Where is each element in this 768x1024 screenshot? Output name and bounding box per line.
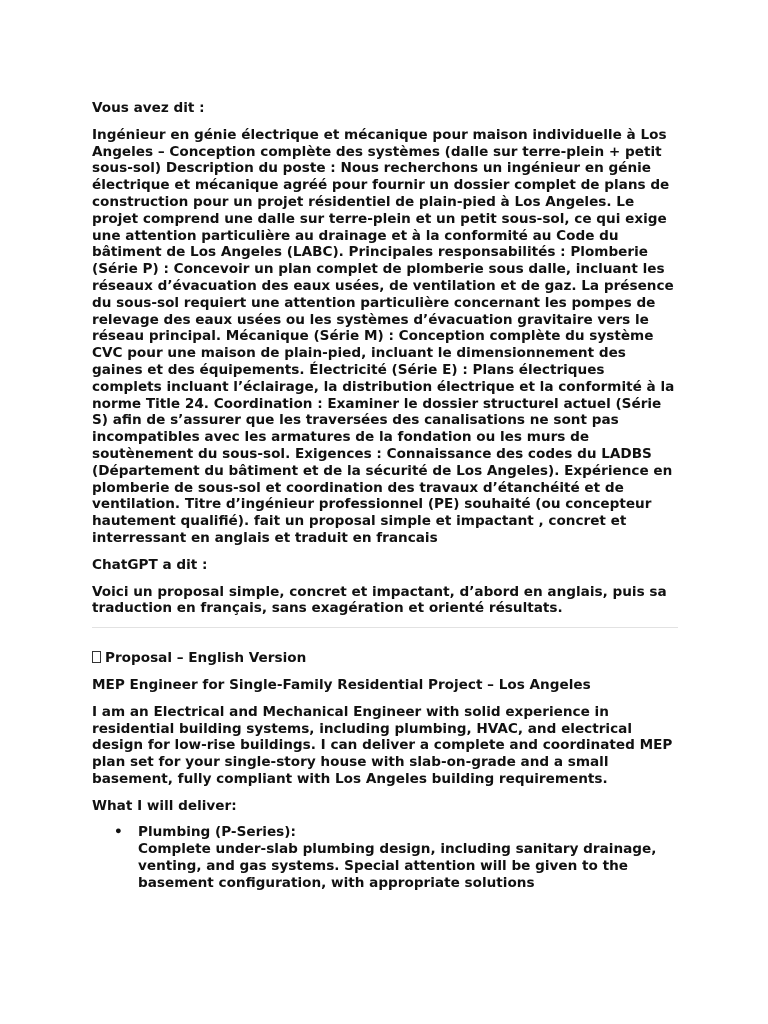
proposal-heading-text: Proposal – English Version — [105, 650, 307, 667]
bullet-marker: • — [114, 824, 123, 841]
missing-glyph-box-icon — [92, 651, 101, 663]
proposal-heading — [92, 650, 678, 667]
deliver-label: What I will deliver: — [92, 797, 237, 814]
assistant-label: ChatGPT a dit : — [92, 556, 208, 573]
document-page — [92, 100, 678, 892]
list-item — [92, 824, 678, 891]
deliverable-text: Complete under-slab plumbing design, including sanitary drainage, venting, and gas systems. Special attention will be given to the basement configuration, with appropriate solutions — [138, 841, 657, 891]
assistant-intro: Voici un proposal simple, concret et impactant, d’abord en anglais, puis sa traduction en français, sans exagération et orienté résultats. — [92, 583, 667, 617]
user-label: Vous avez dit : — [92, 100, 205, 116]
proposal-title: MEP Engineer for Single-Family Residential Project – Los Angeles — [92, 676, 591, 693]
deliverables-list — [92, 824, 678, 891]
section-divider — [92, 627, 678, 628]
user-message: Ingénieur en génie électrique et mécanique pour maison individuelle à Los Angeles – Conception complète des systèmes (dalle sur terre-plein + petit sous-sol) Description du poste : Nous recherchons un ingénieur en génie électrique et mécanique agréé pour fournir un dossier complet de plans de construction pour un projet résidentiel de plain-pied à Los Angeles. Le projet comprend une dalle sur terre-plein et un petit sous-sol, ce qui exige une attention particulière au drainage et à la conformité au Code du bâtiment de Los Angeles (LABC). Principales responsabilités : Plomberie (Série P) : Concevoir un plan complet de plomberie sous dalle, incluant les réseaux d’évacuation des eaux usées, de ventilation et de gaz. La présence du sous-sol requiert une attention particulière concernant les pompes de relevage des eaux usées ou les systèmes d’évacuation gravitaire vers le réseau principal. Mécanique (Série M) : Conception complète du système CVC pour une maison de plain-pied, incluant le dimensionnement des gaines et des équipements. Électricité (Série E) : Plans électriques complets incluant l’éclairage, la distribution électrique et la conformité à la norme Title 24. Coordination : Examiner le dossier structurel actuel (Série S) afin de s’assurer que les traversées des canalisations ne sont pas incompatibles avec les armatures de la fondation ou les murs de soutènement du sous-sol. Exigences : Connaissance des codes du LADBS (Département du bâtiment et de la sécurité de Los Angeles). Expérience en plomberie de sous-sol et coordination des travaux d’étanchéité et de ventilation. Titre d’ingénieur professionnel (PE) souhaité (ou concepteur hautement qualifié). fait un proposal simple et impactant , concret et interressant en anglais et traduit en francais — [92, 126, 675, 546]
proposal-intro: I am an Electrical and Mechanical Engineer with solid experience in residential building systems, including plumbing, HVAC, and electrical design for low-rise buildings. I can deliver a complete and coordinated MEP plan set for your single-story house with slab-on-grade and a small basement, fully compliant with Los Angeles building requirements. — [92, 703, 673, 787]
deliverable-title: Plumbing (P-Series): — [138, 824, 296, 841]
